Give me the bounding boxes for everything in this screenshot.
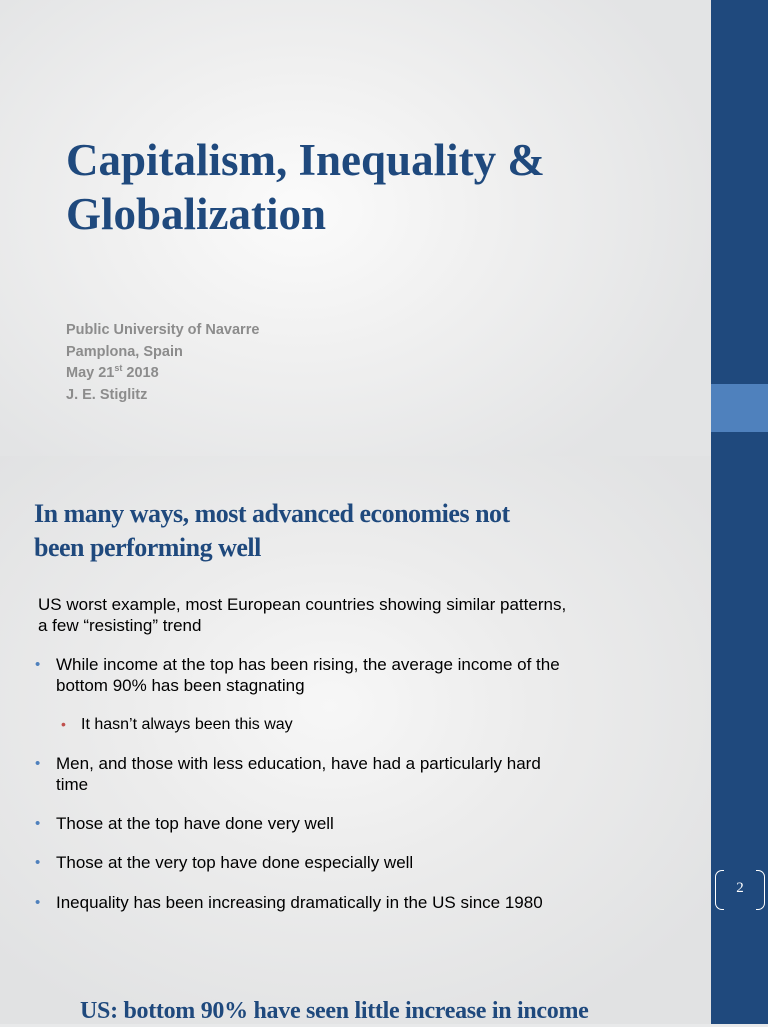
subtitle-author: J. E. Stiglitz — [66, 387, 148, 404]
slide-1-subtitle — [66, 320, 259, 407]
bullet-icon: • — [35, 894, 41, 911]
bullet-icon: • — [35, 815, 41, 832]
slide-2-title-line-2: been performing well — [34, 533, 261, 562]
subtitle-location: Pamplona, Spain — [66, 343, 183, 360]
slide-2-intro: US worst example, most European countries showing similar patterns, a few “resisting” trend — [38, 595, 567, 635]
slide-1-title — [66, 133, 686, 241]
slide-3-title: US: bottom 90% have seen little increase in income — [80, 998, 589, 1024]
subtitle-date: May 21st 2018 — [66, 363, 159, 382]
bullet-icon: • — [35, 656, 41, 673]
slide-2-title-line-1: In many ways, most advanced economies not — [34, 499, 510, 528]
page-number-badge — [715, 870, 765, 910]
title-line-1: Capitalism, Inequality & — [66, 135, 545, 185]
subtitle-institution: Public University of Navarre — [66, 322, 260, 338]
page-number: 2 — [736, 880, 744, 896]
bullet-icon: • — [35, 755, 41, 772]
slide-2-title — [34, 497, 674, 565]
bullet-icon: • — [35, 854, 41, 871]
bullet-icon: • — [61, 716, 66, 732]
sidebar-accent — [711, 384, 768, 432]
title-line-2: Globalization — [66, 189, 327, 239]
